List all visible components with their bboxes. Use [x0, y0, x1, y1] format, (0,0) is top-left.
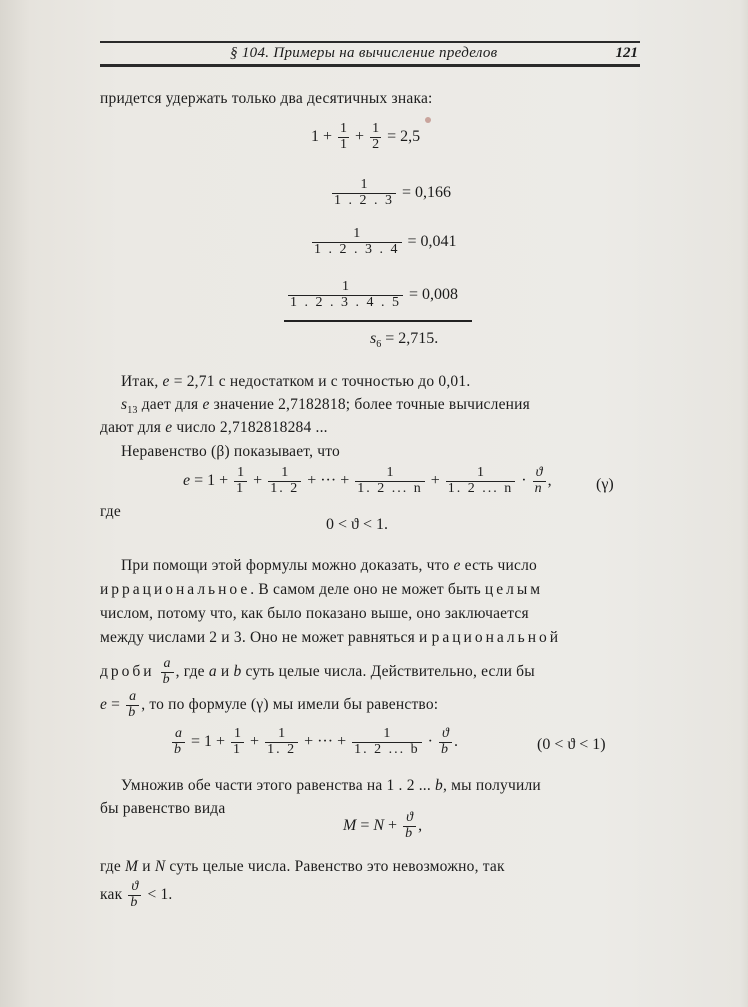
where-word: где: [100, 503, 121, 520]
formula-a-over-b: $\frac{a}{b}$ = 1 + $\frac{1}{1}$ + $\frac{1}{1. 2}$ + ··· + $\frac{1}{1. 2 ... b}$ · $\frac{ϑ}{b}$ .: [174, 726, 458, 757]
paragraph-fraction: дроби $\frac{a}{b}$ , где a и b суть целые числа. Действительно, если бы: [100, 656, 535, 687]
section-title: § 104. Примеры на вычисление пределов: [230, 45, 498, 61]
running-header: [100, 43, 640, 63]
paragraph-irrational-4: между числами 2 и 3. Оно не может равняться и рациональной: [100, 629, 562, 646]
paragraph-s13-cont: дают для e число 2,7182818284 ...: [100, 419, 328, 436]
paragraph-inequality-intro: Неравенство (β) показывает, что: [121, 443, 340, 460]
paragraph-irrational-2: иррациональное. В самом деле оно не может быть целым: [100, 581, 544, 598]
paragraph-if-e: e = $\frac{a}{b}$ , то по формуле (γ) мы имели бы равенство:: [100, 689, 439, 720]
intro-text: придется удержать только два десятичных знака:: [100, 90, 433, 107]
paragraph-multiply-2: бы равенство вида: [100, 800, 226, 817]
paragraph-irrational: При помощи этой формулы можно доказать, что e есть число: [121, 557, 537, 574]
paragraph-s13: $s_{13}$ дает для e значение 2,7182818; более точные вычисления: [121, 396, 530, 417]
sum-rule: [284, 320, 472, 322]
page-number: 121: [615, 45, 638, 61]
paragraph-irrational-3: числом, потому что, как было показано выше, оно заключается: [100, 605, 529, 622]
formula-gamma: e = 1 + $\frac{1}{1}$ + $\frac{1}{1. 2}$ + ··· + $\frac{1}{1. 2 ... n}$ + $\frac{1}{1. 2 ... n}$ · $\frac{ϑ}{n}$ ,: [183, 465, 552, 496]
paragraph-conclusion-2: как $\frac{ϑ}{b}$ < 1.: [100, 879, 173, 910]
sum-total: $s_6 = 2,715$.: [370, 330, 439, 351]
formula-gamma-label: (γ): [596, 476, 614, 493]
formula-m-n: M = N + $\frac{ϑ}{b}$ ,: [343, 810, 423, 841]
header-bottom-rule: [100, 64, 640, 67]
sum-line-4: $\frac{1}{1 . 2 . 3 . 4 . 5}$ = 0,008: [290, 279, 459, 310]
sum-line-2: $\frac{1}{1 . 2 . 3}$ = 0,166: [334, 177, 452, 208]
paragraph-conclusion: где M и N суть целые числа. Равенство это невозможно, так: [100, 858, 505, 875]
paragraph-multiply: Умножив обе части этого равенства на 1 . 2 ... b, мы получили: [121, 777, 541, 794]
sum-line-3: $\frac{1}{1 . 2 . 3 . 4}$ = 0,041: [314, 226, 457, 257]
paragraph-itak: Итак, e = 2,71 с недостатком и с точностью до 0,01.: [121, 373, 471, 390]
theta-inequality: 0 < ϑ < 1.: [326, 516, 388, 533]
print-speck: [425, 117, 431, 123]
sum-line-1: 1 + $\frac{1}{1}$ + $\frac{1}{2}$ = 2,5: [311, 121, 421, 152]
formula-a-over-b-condition: (0 < ϑ < 1): [537, 736, 606, 753]
